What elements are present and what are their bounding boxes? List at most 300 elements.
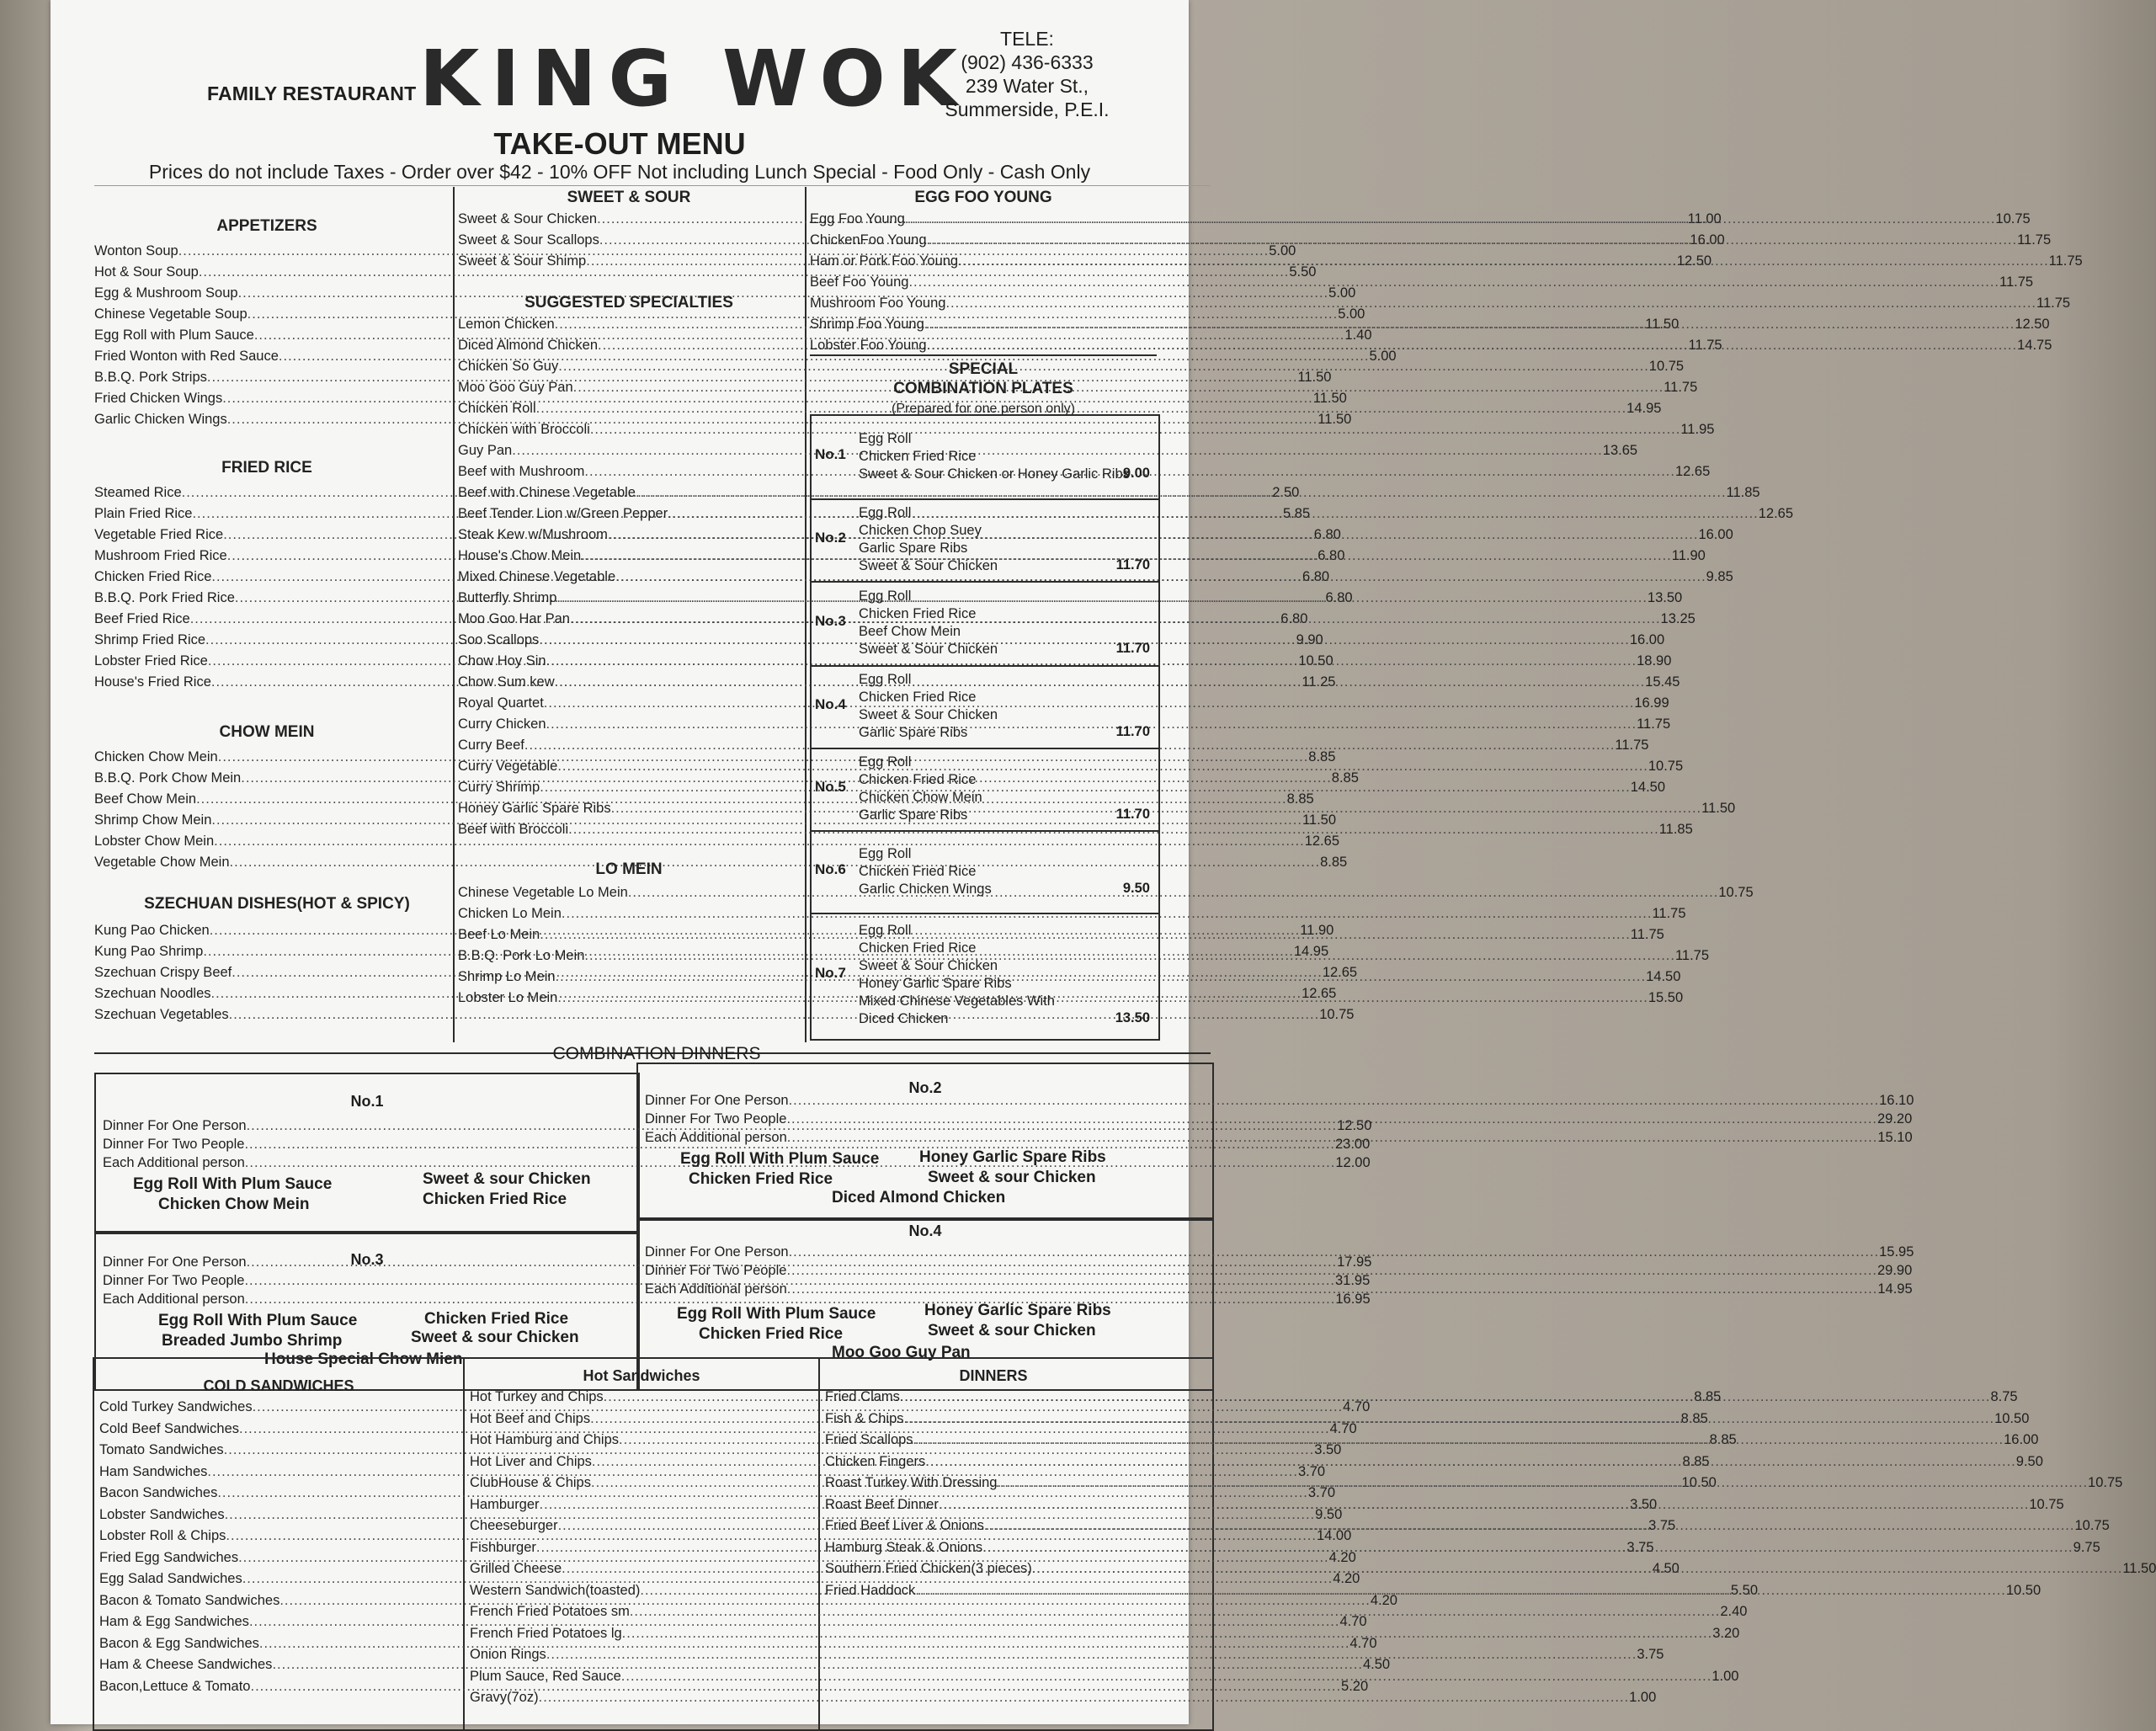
menu-item-name: Ham & Egg Sandwiches xyxy=(99,1614,249,1629)
combo-plate-item: Sweet & Sour Chicken or Honey Garlic Ribs xyxy=(859,466,1130,482)
dot-leader xyxy=(945,293,2036,314)
menu-item-name: Mixed Chinese Vegetable xyxy=(458,569,616,584)
menu-item-name: French Fried Potatoes lg xyxy=(470,1625,622,1641)
menu-item-name: Egg & Mushroom Soup xyxy=(94,285,238,301)
menu-item-price: 11.50 xyxy=(1312,391,1347,406)
dot-leader xyxy=(900,1387,1991,1409)
combo-plate-item: Garlic Spare Ribs xyxy=(859,807,968,823)
dot-leader xyxy=(546,1644,1637,1666)
combo-plate-item: Egg Roll xyxy=(859,754,912,770)
dinner-dish: Sweet & sour Chicken xyxy=(928,1322,1096,1340)
menu-item-price: 2.40 xyxy=(1720,1604,1748,1619)
dinner-price-value: 16.95 xyxy=(1335,1292,1371,1307)
menu-item-price: 3.75 xyxy=(1626,1539,1654,1555)
menu-item-name: Chow Sum kew xyxy=(458,674,555,690)
menu-item xyxy=(458,735,1649,756)
section-title-egg-foo-young: EGG FOO YOUNG xyxy=(914,189,1052,206)
dinner-price-line xyxy=(103,1254,1372,1270)
menu-item-name: Lemon Chicken xyxy=(458,317,555,332)
menu-item-price: 5.00 xyxy=(1369,349,1397,364)
dinner-dish: Diced Almond Chicken xyxy=(832,1189,1006,1206)
menu-item-name: Fish & Chips xyxy=(825,1410,904,1426)
combo-plate xyxy=(812,416,1158,498)
combo-plate-item: Honey Garlic Spare Ribs xyxy=(859,976,1012,991)
dot-leader xyxy=(925,1451,2016,1473)
menu-item-name: Chicken Fingers xyxy=(825,1453,926,1469)
menu-item-price: 6.80 xyxy=(1313,527,1341,542)
dot-leader xyxy=(539,1687,1630,1709)
dot-leader xyxy=(913,1430,2004,1451)
dinner-price-value: 12.00 xyxy=(1335,1155,1371,1170)
brand-logo: KING WOK xyxy=(419,34,970,124)
menu-sheet xyxy=(51,0,2156,1724)
dinner-price-label: Dinner For One Person xyxy=(103,1254,247,1270)
menu-item-price: 9.85 xyxy=(1706,569,1733,584)
menu-item-name: ClubHouse & Chips xyxy=(470,1475,591,1490)
menu-item-name: Egg Foo Young xyxy=(810,211,905,226)
combo-plate-item: Egg Roll xyxy=(859,589,912,604)
menu-item-name: Chicken Roll xyxy=(458,401,536,416)
dot-leader xyxy=(787,1130,1878,1146)
menu-item-price: 9.50 xyxy=(1315,1506,1343,1522)
menu-item-name: Hamburg Steak & Onions xyxy=(825,1539,983,1555)
menu-item-price: 10.75 xyxy=(1319,1007,1355,1022)
menu-item-price: 4.70 xyxy=(1349,1635,1377,1651)
menu-item-price: 3.70 xyxy=(1307,1485,1336,1500)
menu-item-price: 11.75 xyxy=(2048,253,2083,269)
menu-item-name: Bacon & Tomato Sandwiches xyxy=(99,1592,280,1608)
dinner-price-label: Each Additional person xyxy=(103,1292,245,1307)
dinner-price-label: Dinner For One Person xyxy=(645,1244,789,1260)
menu-item-name: Chinese Vegetable Soup xyxy=(94,306,248,322)
menu-item-price: 10.50 xyxy=(2005,1582,2042,1598)
menu-item-name: Steak Kew w/Mushroom xyxy=(458,527,608,542)
menu-item-name: Fried Clams xyxy=(825,1389,900,1404)
dot-leader xyxy=(905,209,1996,230)
dinner-price-value: 15.95 xyxy=(1879,1244,1914,1260)
menu-item-name: Chinese Vegetable Lo Mein xyxy=(458,885,628,900)
dinner-dish: Sweet & sour Chicken xyxy=(928,1169,1096,1186)
menu-item-price: 9.75 xyxy=(2073,1539,2100,1555)
combo-plate-item: Sweet & Sour Chicken xyxy=(859,958,998,973)
dot-leader xyxy=(786,1111,1877,1127)
menu-item-name: Szechuan Vegetables xyxy=(94,1007,229,1022)
combination-dinner-number: No.4 xyxy=(908,1222,942,1239)
menu-item-price: 5.00 xyxy=(1328,285,1356,301)
menu-item-name: Beef with Mushroom xyxy=(458,464,585,479)
menu-item-name: Beef Foo Young xyxy=(810,274,909,290)
dinner-price-label: Dinner For Two People xyxy=(645,1263,787,1278)
menu-item-name: Chicken Lo Mein xyxy=(458,906,562,921)
menu-item-name: Moo Goo Har Pan xyxy=(458,611,570,626)
dinner-dish: Egg Roll With Plum Sauce xyxy=(680,1150,880,1168)
menu-item-name: Kung Pao Chicken xyxy=(94,923,210,938)
menu-item-name: Hot Beef and Chips xyxy=(470,1410,591,1426)
menu-item-price: 3.20 xyxy=(1712,1625,1740,1641)
menu-item-price: 11.90 xyxy=(1671,548,1706,563)
menu-item-price: 11.75 xyxy=(1630,927,1664,942)
combo-plate xyxy=(812,913,1158,1037)
menu-item-price: 13.65 xyxy=(1602,443,1638,458)
menu-item-name: Bacon & Egg Sandwiches xyxy=(99,1635,259,1651)
combo-plate-item: Sweet & Sour Chicken xyxy=(859,707,998,722)
phone-number: (902) 436-6333 xyxy=(961,51,1094,73)
menu-item-name: Vegetable Chow Mein xyxy=(94,855,230,870)
menu-item-price: 10.75 xyxy=(1995,211,2031,226)
menu-item-price: 16.00 xyxy=(1629,632,1665,647)
dinner-price-value: 12.50 xyxy=(1337,1118,1372,1133)
menu-item-name: Onion Rings xyxy=(470,1647,546,1662)
combo-plate-price: 11.70 xyxy=(1115,807,1150,822)
menu-item-name: Plain Fried Rice xyxy=(94,506,193,521)
dot-leader xyxy=(615,567,1706,588)
menu-item-name: Fried Egg Sandwiches xyxy=(99,1549,239,1565)
menu-item-price: 3.75 xyxy=(1648,1518,1676,1533)
menu-item-price: 10.75 xyxy=(1718,885,1754,900)
combo-plate-items xyxy=(859,504,998,575)
menu-item-price: 12.65 xyxy=(1302,986,1337,1001)
pricing-notice: Prices do not include Taxes - Order over $42 - 10% OFF Not including Lunch Special - Food Only - Cash Only xyxy=(148,161,1091,183)
menu-item-price: 11.75 xyxy=(1664,380,1698,395)
dot-leader xyxy=(630,1601,1721,1623)
menu-item-price: 10.50 xyxy=(1681,1475,1717,1490)
combo-plate xyxy=(812,581,1158,665)
menu-item-price: 11.00 xyxy=(1687,211,1722,226)
menu-item-price: 16.00 xyxy=(1698,527,1733,542)
menu-item-name: Mushroom Foo Young xyxy=(810,296,946,311)
menu-item-price: 1.40 xyxy=(1344,328,1372,343)
menu-item-price: 8.85 xyxy=(1709,1432,1737,1447)
combo-plate-price: 11.70 xyxy=(1115,724,1150,739)
menu-item-price: 8.85 xyxy=(1331,770,1359,786)
dinner-price-value: 17.95 xyxy=(1337,1254,1372,1270)
menu-item xyxy=(470,1687,1657,1709)
menu-item-name: Sweet & Sour Scallops xyxy=(458,232,599,248)
combo-plate-price: 11.70 xyxy=(1115,557,1150,573)
combo-plate-item: Chicken Fried Rice xyxy=(859,772,977,787)
menu-item xyxy=(94,831,1339,852)
dot-leader xyxy=(997,1473,2088,1494)
menu-item-name: Roast Turkey With Dressing xyxy=(825,1475,998,1490)
menu-item-name: Sweet & Sour Chicken xyxy=(458,211,598,226)
dinner-dish: Egg Roll With Plum Sauce xyxy=(158,1312,358,1329)
combo-plate-item: Garlic Spare Ribs xyxy=(859,725,968,740)
menu-item-price: 11.50 xyxy=(1302,812,1337,828)
menu-item-name: B.B.Q. Pork Chow Mein xyxy=(94,770,242,786)
section-title-fried-rice: FRIED RICE xyxy=(221,459,312,477)
menu-item-name: Curry Beef xyxy=(458,738,524,753)
menu-item-price: 8.85 xyxy=(1286,791,1314,807)
combo-plate-items xyxy=(859,671,998,742)
menu-item-name: Beef Fried Rice xyxy=(94,611,190,626)
menu-item-price: 11.90 xyxy=(1300,923,1334,938)
menu-item-price: 8.85 xyxy=(1680,1410,1708,1426)
combo-plate-item: Egg Roll xyxy=(859,923,912,938)
menu-item-name: Fried Haddock xyxy=(825,1582,916,1598)
combo-plate xyxy=(812,830,1158,913)
dinner-price-value: 23.00 xyxy=(1335,1137,1371,1152)
dinner-dish: Breaded Jumbo Shrimp xyxy=(162,1332,343,1350)
menu-item-name: Lobster Roll & Chips xyxy=(99,1528,226,1543)
menu-item-name: Sweet & Sour Shimp xyxy=(458,253,587,269)
menu-item-price: 5.00 xyxy=(1338,306,1365,322)
menu-item-name: Egg Salad Sandwiches xyxy=(99,1571,242,1586)
dot-leader xyxy=(927,230,2018,251)
menu-item-name: Beef Tender Lion w/Green Pepper xyxy=(458,506,668,521)
dinner-price-line xyxy=(103,1292,1371,1308)
menu-item-name: Plum Sauce, Red Sauce xyxy=(470,1668,621,1684)
menu-item-price: 4.20 xyxy=(1333,1571,1360,1586)
menu-item-name: Grilled Cheese xyxy=(470,1561,562,1576)
menu-item-price: 10.75 xyxy=(2088,1475,2123,1490)
menu-item-price: 11.25 xyxy=(1302,674,1336,690)
menu-item-price: 4.50 xyxy=(1362,1657,1391,1672)
menu-item-price: 8.75 xyxy=(1990,1389,2018,1404)
menu-item-name: Wonton Soup xyxy=(94,243,178,258)
menu-item-price: 5.85 xyxy=(1283,506,1311,521)
dinner-dish: Chicken Fried Rice xyxy=(689,1170,833,1188)
dinner-dish: Chicken Chow Mein xyxy=(158,1196,310,1213)
menu-item-price: 4.70 xyxy=(1343,1399,1371,1414)
section-title-lo-mein: LO MEIN xyxy=(595,860,663,878)
menu-item-name: Lobster Chow Mein xyxy=(94,834,215,849)
menu-item-name: Egg Roll with Plum Sauce xyxy=(94,328,254,343)
dinner-dish: Honey Garlic Spare Ribs xyxy=(924,1302,1111,1319)
menu-item-name: Fried Beef Liver & Onions xyxy=(825,1518,984,1533)
menu-item-price: 14.95 xyxy=(1293,944,1329,959)
menu-item-price: 14.00 xyxy=(1316,1528,1352,1543)
tele-label: TELE: xyxy=(1000,28,1054,50)
section-title-cold-sandwiches: COLD SANDWICHES xyxy=(203,1377,354,1394)
menu-item-price: 11.75 xyxy=(1615,738,1649,753)
menu-item-price: 9.50 xyxy=(2015,1453,2043,1469)
menu-item-name: Chicken Chow Mein xyxy=(94,749,218,764)
menu-item-name: Curry Vegetable xyxy=(458,759,558,774)
menu-item-price: 14.75 xyxy=(2017,338,2052,353)
combination-dinners-title: COMBINATION DINNERS xyxy=(552,1044,761,1063)
menu-item-price: 5.00 xyxy=(1269,243,1296,258)
menu-item-name: Western Sandwich(toasted) xyxy=(470,1582,641,1598)
menu-item-price: 6.80 xyxy=(1318,548,1345,563)
combo-plate-number: No.4 xyxy=(815,696,846,712)
menu-item-price: 16.00 xyxy=(1690,232,1725,248)
menu-item-name: Gravy(7oz) xyxy=(470,1690,539,1705)
combo-plate-items xyxy=(859,588,998,658)
menu-item-name: French Fried Potatoes sm xyxy=(470,1604,630,1619)
combo-plate-item: Mixed Chinese Vegetables With xyxy=(859,993,1055,1009)
section-title-szechuan: SZECHUAN DISHES(HOT & SPICY) xyxy=(144,895,410,913)
menu-item-name: Shrimp Foo Young xyxy=(810,317,924,332)
dinner-price-label: Dinner For Two People xyxy=(645,1111,787,1126)
dinner-price-line xyxy=(645,1281,1913,1297)
section-title-appetizers: APPETIZERS xyxy=(216,217,317,235)
menu-item-name: Ham Sandwiches xyxy=(99,1463,208,1479)
menu-item-price: 10.75 xyxy=(2029,1496,2064,1512)
menu-item-name: Bacon Sandwiches xyxy=(99,1485,218,1500)
menu-item-price: 16.99 xyxy=(1634,695,1669,711)
menu-item-name: House's Chow Mein xyxy=(458,548,582,563)
combo-plate-item: Chicken Fried Rice xyxy=(859,606,977,621)
combo-plate-item: Chicken Fried Rice xyxy=(859,448,977,464)
menu-item-name: Beef with Broccoli xyxy=(458,822,569,837)
menu-item-price: 15.45 xyxy=(1645,674,1680,690)
menu-item-price: 1.00 xyxy=(1629,1690,1657,1705)
menu-item-price: 10.50 xyxy=(1298,653,1334,668)
menu-item-name: Chicken with Broccoli xyxy=(458,422,590,437)
menu-item-price: 14.95 xyxy=(1626,401,1662,416)
menu-item-name: Cold Beef Sandwiches xyxy=(99,1420,240,1436)
dinner-dish: Egg Roll With Plum Sauce xyxy=(133,1175,333,1193)
menu-item-price: 11.85 xyxy=(1726,485,1760,500)
combo-plate-items xyxy=(859,430,1130,483)
menu-item-price: 1.00 xyxy=(1711,1668,1739,1684)
combo-plate-item: Chicken Fried Rice xyxy=(859,940,977,956)
dot-leader xyxy=(908,272,1999,293)
menu-item-price: 5.20 xyxy=(1341,1678,1369,1694)
menu-item-price: 16.00 xyxy=(2004,1432,2039,1447)
dinner-price-value: 31.95 xyxy=(1335,1273,1371,1288)
menu-item-name: B.B.Q. Pork Fried Rice xyxy=(94,590,235,605)
menu-item-name: Moo Goo Guy Pan xyxy=(458,380,573,395)
menu-item-name: Hot Hamburg and Chips xyxy=(470,1432,620,1447)
dot-leader xyxy=(904,1409,1995,1430)
combo-plates-title-2: COMBINATION PLATES xyxy=(893,380,1073,397)
menu-item-price: 11.50 xyxy=(1701,801,1736,816)
menu-item-price: 13.25 xyxy=(1660,611,1696,626)
dinner-price-label: Dinner For One Person xyxy=(645,1093,789,1108)
menu-item-name: Southern Fried Chicken(3 pieces) xyxy=(825,1561,1032,1576)
combo-plate-item: Egg Roll xyxy=(859,845,912,861)
menu-item-name: Fried Scallops xyxy=(825,1432,913,1447)
combo-plate-price: 9.00 xyxy=(1122,465,1150,481)
menu-item-price: 6.80 xyxy=(1302,569,1330,584)
combo-plate-item: Egg Roll xyxy=(859,430,912,446)
menu-item-price: 12.65 xyxy=(1304,834,1339,849)
menu-item-price: 11.75 xyxy=(1637,716,1671,732)
menu-item-name: Hot Liver and Chips xyxy=(470,1453,592,1469)
divider xyxy=(810,354,1157,356)
menu-item-name: Garlic Chicken Wings xyxy=(94,412,227,427)
menu-item-name: Fried Wonton with Red Sauce xyxy=(94,349,279,364)
dot-leader xyxy=(915,1580,2006,1602)
menu-item-price: 3.75 xyxy=(1637,1647,1664,1662)
combo-plate-items xyxy=(859,754,982,824)
menu-item-name: Chicken Fried Rice xyxy=(94,569,212,584)
combo-plates-title xyxy=(810,360,1157,398)
dinner-dish: Chicken Fried Rice xyxy=(699,1325,844,1343)
combo-plate-item: Chicken Chow Mein xyxy=(859,790,982,805)
menu-item-price: 5.50 xyxy=(1730,1582,1759,1598)
menu-item-name: Lobster Lo Mein xyxy=(458,990,558,1005)
dinner-price-label: Dinner For Two People xyxy=(103,1137,245,1152)
dot-leader xyxy=(622,1623,1713,1645)
dinner-price-line xyxy=(645,1093,1914,1109)
dinner-dish: Moo Goo Guy Pan xyxy=(832,1344,971,1361)
dot-leader xyxy=(924,314,2015,335)
menu-item-name: Curry Shrimp xyxy=(458,780,540,795)
combination-dinner-number: No.1 xyxy=(350,1093,384,1110)
combo-plate-number: No.7 xyxy=(815,965,846,981)
dot-leader xyxy=(939,1494,2030,1516)
menu-item-price: 11.50 xyxy=(1318,412,1352,427)
menu-item-price: 12.65 xyxy=(1758,506,1794,521)
combo-plate-item: Diced Chicken xyxy=(859,1011,949,1026)
section-title-specialties: SUGGESTED SPECIALTIES xyxy=(524,294,733,312)
menu-item-price: 4.20 xyxy=(1328,1549,1356,1565)
menu-item-name: Shrimp Lo Mein xyxy=(458,969,556,984)
menu-item-name: Diced Almond Chicken xyxy=(458,338,598,353)
page-title: TAKE-OUT MENU xyxy=(493,126,746,161)
menu-item-name: Beef Lo Mein xyxy=(458,927,540,942)
menu-item-name: House's Fried Rice xyxy=(94,674,211,690)
combo-plate-item: Egg Roll xyxy=(859,505,912,520)
menu-item-price: 11.75 xyxy=(1999,274,2034,290)
contact-block xyxy=(926,27,1128,121)
menu-item-price: 11.50 xyxy=(1297,370,1332,385)
menu-item-name: Szechuan Crispy Beef xyxy=(94,965,232,980)
menu-item-name: Lobster Fried Rice xyxy=(94,653,208,668)
dot-leader xyxy=(927,335,2018,356)
menu-item-price: 4.70 xyxy=(1339,1614,1367,1629)
dot-leader xyxy=(787,1281,1878,1297)
combo-plate-items xyxy=(859,845,992,898)
dinner-price-value: 14.95 xyxy=(1877,1281,1913,1297)
menu-item-name: Steamed Rice xyxy=(94,485,182,500)
menu-item-name: Royal Quartet xyxy=(458,695,544,711)
menu-item-price: 8.85 xyxy=(1320,855,1348,870)
combo-plate xyxy=(812,498,1158,581)
dot-leader xyxy=(958,251,2049,272)
menu-item-name: Ham or Pork Foo Young xyxy=(810,253,959,269)
menu-item-price: 18.90 xyxy=(1637,653,1672,668)
menu-item-price: 12.50 xyxy=(1676,253,1712,269)
combo-plate-item: Sweet & Sour Chicken xyxy=(859,558,998,573)
menu-item-name: Fried Chicken Wings xyxy=(94,391,223,406)
menu-item xyxy=(458,903,1686,924)
header-divider xyxy=(94,185,1211,186)
menu-item-name: B.B.Q. Pork Lo Mein xyxy=(458,948,585,963)
city-address: Summerside, P.E.I. xyxy=(945,99,1110,120)
combo-plates-subtitle: (Prepared for one person only) xyxy=(892,402,1075,416)
dinner-price-label: Each Additional person xyxy=(103,1155,245,1170)
menu-item-name: Butterfly Shrimp xyxy=(458,590,557,605)
combo-plate-item: Chicken Fried Rice xyxy=(859,863,977,879)
combo-plate-price: 13.50 xyxy=(1115,1010,1150,1025)
menu-item-price: 11.75 xyxy=(2017,232,2052,248)
combo-plate-item: Chicken Chop Suey xyxy=(859,523,982,538)
menu-item-price: 14.50 xyxy=(1630,780,1666,795)
menu-item-price: 2.50 xyxy=(1272,485,1300,500)
menu-item-price: 3.50 xyxy=(1314,1442,1342,1457)
section-title-hot-sandwiches: Hot Sandwiches xyxy=(583,1367,700,1384)
dinner-price-line xyxy=(645,1263,1913,1279)
menu-item-price: 11.50 xyxy=(2122,1561,2156,1576)
menu-item-name: B.B.Q. Pork Strips xyxy=(94,370,207,385)
menu-item-price: 11.75 xyxy=(1652,906,1686,921)
dot-leader xyxy=(636,482,1727,503)
combination-dinner-number: No.3 xyxy=(350,1251,384,1268)
menu-item-name: Mushroom Fried Rice xyxy=(94,548,227,563)
menu-item-name: Soo Scallops xyxy=(458,632,540,647)
menu-item-price: 12.65 xyxy=(1674,464,1711,479)
menu-item-price: 4.70 xyxy=(1329,1420,1357,1436)
menu-item-price: 11.75 xyxy=(1674,948,1710,963)
menu-item-price: 8.85 xyxy=(1308,749,1336,764)
menu-item-name: Roast Beef Dinner xyxy=(825,1496,939,1512)
menu-item-price: 4.50 xyxy=(1652,1561,1680,1576)
menu-item-name: Chicken So Guy xyxy=(458,359,559,374)
dot-leader xyxy=(982,1537,2073,1559)
